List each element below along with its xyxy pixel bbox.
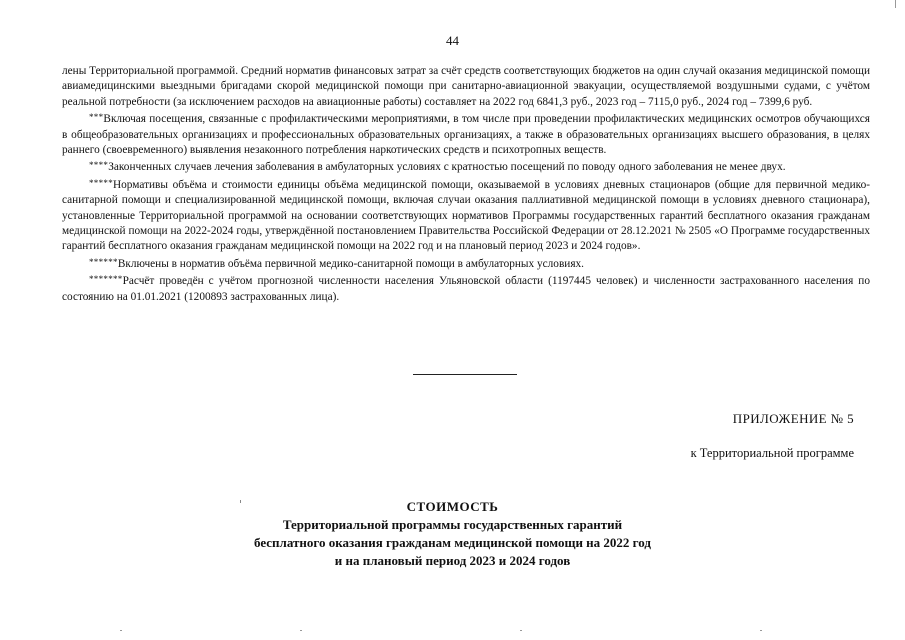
subtitle-line: Территориальной программы государственных гарантий — [282, 517, 623, 532]
footnote-marker: ****** — [89, 256, 118, 267]
appendix-label: ПРИЛОЖЕНИЕ № 5 — [732, 411, 854, 426]
footnote-text: Законченных случаев лечения заболевания в амбулаторных условиях с кратностью посещений по поводу одного заболевания не менее двух. — [108, 161, 786, 174]
footnote-text: Нормативы объёма и стоимости единицы объёма медицинской помощи, оказываемой в условиях дневных стационаров (общие для первичной медико-санитарной помощи и специализированной медицинской помощи, включая случаи оказания паллиативной медицинской помощи в условиях дневного стационара), установленные Территориальной программой на основании соответствующих нормативов Программы государственных гарантий бесплатного оказания гражданам медицинской помощи на 2022-2024 годы, утверждённой постановлением Правительства Российской Федерации от 28.12.2021 № 2505 «О Программе государственных гарантий бесплатного оказания гражданам медицинской помощи на 2022 год и на плановый период 2023 и 2024 годов». — [62, 178, 870, 253]
footnote-5 — [62, 176, 870, 255]
document-title: СТОИМОСТЬ — [406, 499, 499, 514]
footnote-text: Включая посещения, связанные с профилактическими мероприятиями, в том числе при проведении профилактических медицинских осмотров обучающихся в общеобразовательных организациях и профессиональных образовательных организациях, а также в образовательных организациях высшего образования, в целях раннего (своевременного) выявления незаконного потребления наркотических средств и психотропных веществ. — [62, 113, 870, 157]
scan-speck — [300, 630, 302, 631]
footnote-marker: *** — [89, 112, 104, 123]
appendix-subtitle: к Территориальной программе — [690, 446, 854, 460]
footnote-4 — [62, 158, 870, 175]
footnote-6 — [62, 255, 870, 272]
footnote-text: лены Территориальной программой. Средний норматив финансовых затрат за счёт средств соответствующих бюджетов на один случай оказания медицинской помощи авиамедицинскими выездными бригадами скорой медицинской помощи при санитарно-авиационной эвакуации, осуществляемой воздушными судами, с учётом реальной потребности (за исключением расходов на авиационные работы) составляет на 2022 год 6841,3 руб., 2023 год – 7115,0 руб., 2024 год – 7399,6 руб. — [62, 65, 870, 108]
footnote-marker: ***** — [89, 177, 113, 188]
page-edge-mark — [895, 0, 896, 8]
footnote-7 — [62, 272, 870, 305]
footnote-marker: ******* — [89, 274, 123, 285]
footnote-text: Расчёт проведён с учётом прогнозной численности населения Ульяновской области (1197445 человек) и численности застрахованного населения по состоянию на 01.01.2021 (1200893 застрахованных лица). — [62, 275, 870, 303]
document-subtitle — [0, 516, 905, 570]
scan-speck — [520, 630, 522, 631]
scan-speck — [760, 630, 762, 631]
footnote-marker: **** — [89, 160, 109, 171]
footnote-continuation — [62, 64, 870, 110]
footnotes-block — [62, 64, 870, 305]
subtitle-line: и на плановый период 2023 и 2024 годов — [334, 553, 571, 568]
page-number: 44 — [446, 33, 459, 48]
separator-line — [413, 374, 517, 375]
scan-speck — [120, 630, 122, 631]
subtitle-line: бесплатного оказания гражданам медицинской помощи на 2022 год — [254, 535, 651, 550]
footnote-3 — [62, 110, 870, 158]
footnote-text: Включены в норматив объёма первичной медико-санитарной помощи в амбулаторных условиях. — [117, 257, 584, 270]
